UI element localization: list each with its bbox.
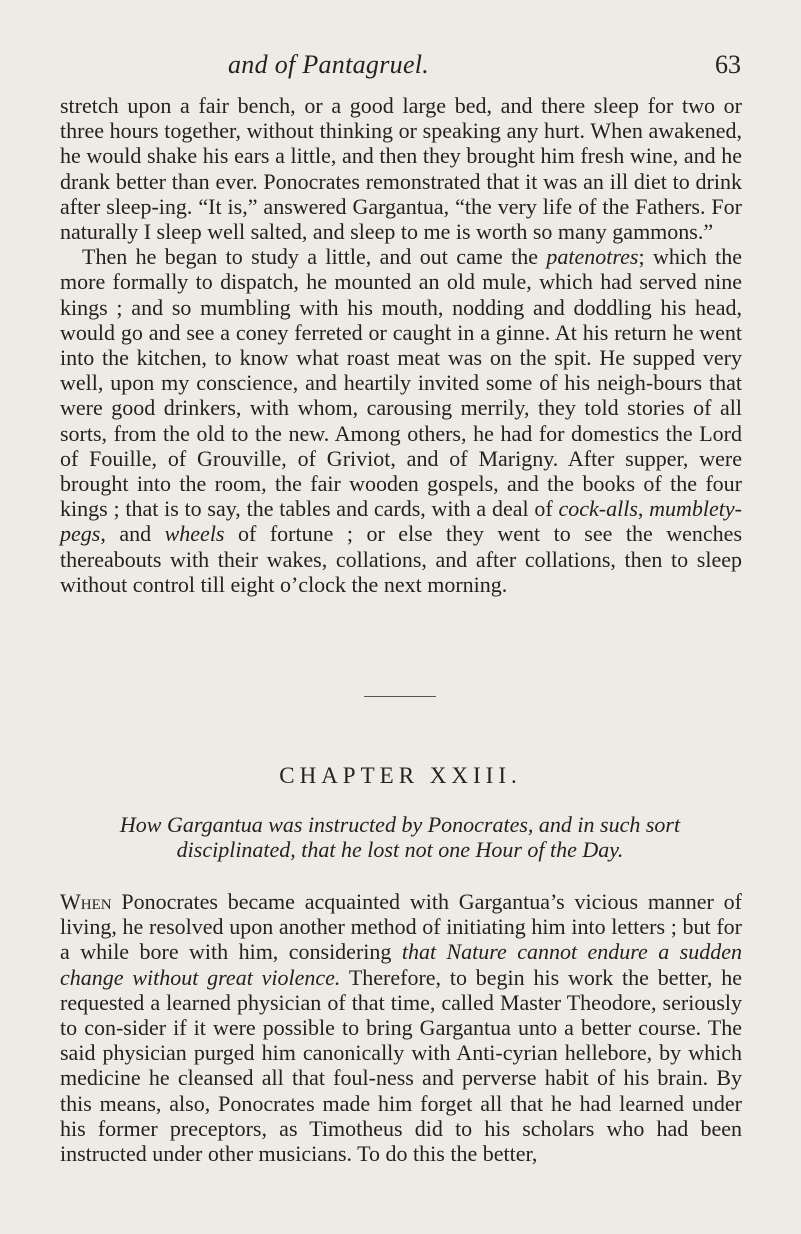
passage-chapter-23 (60, 889, 742, 1166)
paragraph-text: , (637, 496, 650, 522)
section-divider (364, 696, 436, 697)
chapter-heading: CHAPTER XXIII. (279, 763, 522, 788)
chapter-subtitle: How Gargantua was instructed by Ponocrates, and in such sort disciplinated, that he lost not one Hour of the Day. (119, 812, 681, 862)
paragraph-text: stretch upon a fair bench, or a good large bed, and there sleep for two or three hours together, without thinking or speaking any hurt. When awakened, he would shake his ears a little, and then they brought him fresh wine, and he drank better than ever. Ponocrates remonstrated that it was an ill diet to drink after sleep-ing. “It is,” answered Gargantua, “the very life of the Fathers. For naturally I sleep well salted, and sleep to me is worth so many gammons.” (60, 93, 742, 245)
paragraph-text: of fortune ; or else they went to see the wenches thereabouts with their wakes, collations, and after collations, then to sleep without control till eight o’clock the next morning. (60, 521, 743, 597)
italic-term-mumblety-pegs: mumblety-pegs (60, 496, 743, 547)
paragraph-text: , and (100, 521, 165, 547)
drop-word: When (60, 889, 112, 914)
paragraph-ponocrates (60, 889, 742, 1166)
paragraph-sleep (60, 93, 742, 244)
page-number: 63 (715, 50, 741, 79)
running-title: and of Pantagruel. (228, 50, 430, 79)
italic-term-wheels: wheels (164, 521, 225, 547)
italic-term-cockalls: cock-alls (558, 496, 638, 522)
paragraph-study (60, 244, 742, 597)
paragraph-text: Ponocrates became acquainted with Gargantua’s vicious manner of living, he resolved upon another method of initiating him into letters ; but for a while bore with him, considering (60, 889, 742, 965)
paragraph-text: Therefore, to begin his work the better, he requested a learned physician of that time, called Master Theodore, seriously to con-sider if it were possible to bring Gargantua unto a better course. The said physician purged him canonically with Anti-cyrian hellebore, by which medicine he cleansed all that foul-ness and perverse habit of his brain. By this means, also, Ponocrates made him forget all that he had learned under his former preceptors, as Timotheus did to his scholars who had been instructed under other musicians. To do this the better, (60, 964, 742, 1167)
paragraph-text: Then he began to study a little, and out came the (82, 244, 547, 270)
italic-maxim: that Nature cannot endure a sudden change without great violence. (60, 939, 742, 990)
passage-before-chapter (60, 93, 742, 597)
italic-term-patenotres: patenotres (546, 244, 639, 270)
paragraph-text: ; which the more formally to dispatch, he mounted an old mule, which had served nine kings ; and so mumbling with his mouth, nodding and doddling his head, would go and see a coney ferreted or caught in a ginne. At his return he went into the kitchen, to know what roast meat was on the spit. He supped very well, upon my conscience, and heartily invited some of his neigh-bours that were good drinkers, with whom, carousing merrily, they told stories of all sorts, from the old to the new. Among others, he had for domestics the Lord of Fouille, of Grouville, of Griviot, and of Marigny. After supper, were brought into the room, the fair wooden gospels, and the books of the four kings ; that is to say, the tables and cards, with a deal of (60, 244, 742, 522)
